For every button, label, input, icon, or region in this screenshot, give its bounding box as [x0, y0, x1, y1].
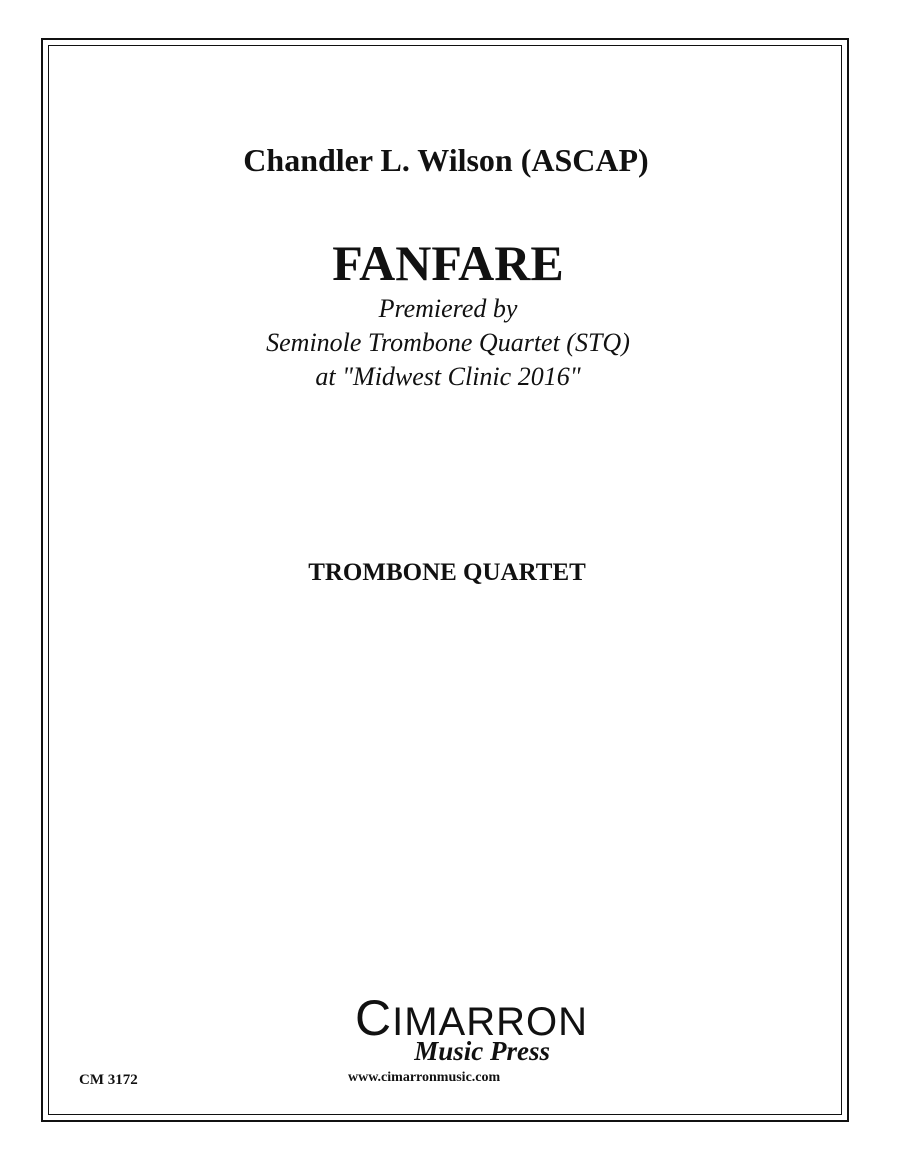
ensemble-label: TROMBONE QUARTET	[308, 559, 586, 586]
publisher-logo	[340, 990, 588, 1087]
catalog-number: CM 3172	[79, 1072, 138, 1088]
publisher-name-initial: C	[355, 990, 393, 1046]
piece-title: FANFARE	[332, 235, 564, 291]
premiere-line-2: Seminole Trombone Quartet (STQ)	[266, 328, 630, 357]
publisher-subname: Music Press	[414, 1036, 550, 1066]
publisher-name-rest: IMARRON	[392, 1000, 588, 1044]
publisher-website: www.cimarronmusic.com	[348, 1070, 501, 1085]
premiere-line-1: Premiered by	[378, 294, 518, 323]
premiere-line-3: at "Midwest Clinic 2016"	[315, 362, 581, 391]
composer-name: Chandler L. Wilson (ASCAP)	[243, 142, 649, 178]
